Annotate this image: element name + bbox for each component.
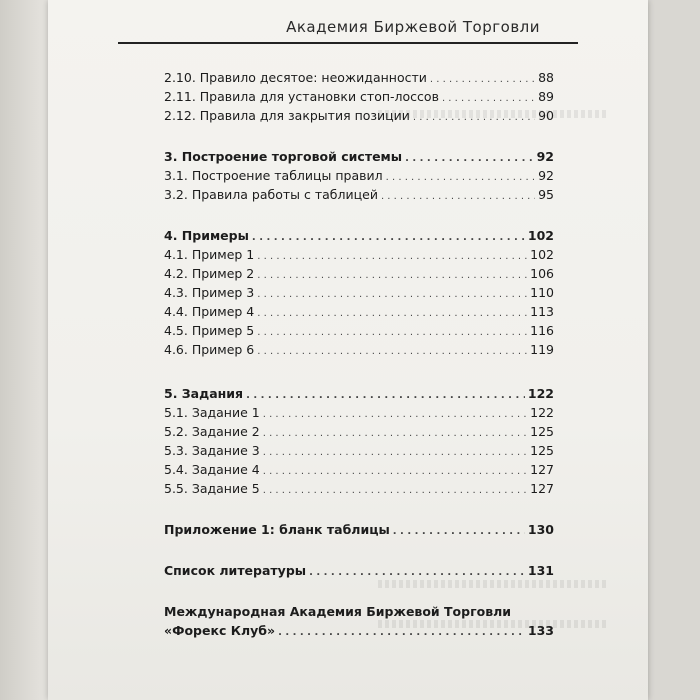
- leader-dots: [263, 460, 527, 481]
- toc-entry-page: 119: [530, 342, 554, 357]
- header-rule: [118, 42, 578, 44]
- toc-entry-page: 127: [530, 462, 554, 477]
- toc-section-heading: [164, 147, 554, 166]
- toc-entry-page: 110: [530, 285, 554, 300]
- toc-academy-page: 133: [527, 623, 554, 638]
- leader-dots: [263, 403, 527, 424]
- toc-entry: [164, 283, 554, 302]
- toc-entry-page: 116: [530, 323, 554, 338]
- toc-entry: [164, 185, 554, 204]
- toc-section-page: 92: [536, 149, 554, 164]
- toc-entry-page: 106: [530, 266, 554, 281]
- toc-entry-title: 3.2. Правила работы с таблицей: [164, 187, 378, 202]
- leader-dots: [257, 340, 527, 361]
- toc-appendix: [164, 520, 554, 539]
- toc-entry: [164, 166, 554, 185]
- leader-dots: [386, 166, 535, 187]
- leader-dots: [257, 264, 527, 285]
- toc-entry-title: 4.2. Пример 2: [164, 266, 255, 281]
- toc-entry-title: 5.1. Задание 1: [164, 405, 260, 420]
- toc-entry: [164, 106, 554, 125]
- toc-entry-page: 122: [530, 405, 554, 420]
- toc-entry-page: 88: [538, 70, 554, 85]
- toc-entry: [164, 87, 554, 106]
- toc-section-heading: [164, 384, 554, 403]
- toc-section-heading: [164, 226, 554, 245]
- toc-entry-title: 5.5. Задание 5: [164, 481, 260, 496]
- toc-entry: [164, 321, 554, 340]
- toc-section-title: 3. Построение торговой системы: [164, 149, 403, 164]
- toc-academy-title: Международная Академия Биржевой Торговли: [164, 604, 512, 619]
- toc-entry-page: 92: [538, 168, 554, 183]
- leader-dots: [257, 321, 527, 342]
- toc-entry-title: 4.1. Пример 1: [164, 247, 255, 262]
- toc-entry: [164, 264, 554, 283]
- table-of-contents: [164, 68, 554, 640]
- leader-dots: [257, 283, 527, 304]
- toc-literature: [164, 561, 554, 580]
- toc-entry: [164, 403, 554, 422]
- leader-dots: [263, 441, 527, 462]
- toc-entry-page: 127: [530, 481, 554, 496]
- toc-academy-line1: [164, 602, 554, 621]
- leader-dots: [257, 245, 527, 266]
- leader-dots: [257, 302, 527, 323]
- toc-entry-page: 125: [530, 424, 554, 439]
- leader-dots: [430, 68, 535, 89]
- toc-academy-subtitle: «Форекс Клуб»: [164, 623, 276, 638]
- toc-section-page: 122: [527, 386, 554, 401]
- toc-entry-title: 3.1. Построение таблицы правил: [164, 168, 383, 183]
- leader-dots: [246, 384, 525, 405]
- toc-section-page: 102: [527, 228, 554, 243]
- toc-entry-title: 4.6. Пример 6: [164, 342, 255, 357]
- toc-appendix-page: 130: [527, 522, 554, 537]
- toc-entry: [164, 441, 554, 460]
- toc-academy-line2: [164, 621, 554, 640]
- leader-dots: [263, 422, 527, 443]
- toc-entry-page: 113: [530, 304, 554, 319]
- leader-dots: [442, 87, 535, 108]
- toc-entry: [164, 422, 554, 441]
- running-header: Академия Биржевой Торговли: [286, 18, 540, 36]
- toc-entry-title: 4.5. Пример 5: [164, 323, 255, 338]
- book-gutter: [0, 0, 48, 700]
- leader-dots: [381, 185, 535, 206]
- toc-entry: [164, 479, 554, 498]
- toc-entry-title: 5.4. Задание 4: [164, 462, 260, 477]
- leader-dots: [278, 621, 525, 642]
- toc-entry-page: 102: [530, 247, 554, 262]
- toc-entry-page: 90: [538, 108, 554, 123]
- toc-entry-page: 95: [538, 187, 554, 202]
- leader-dots: [252, 226, 525, 247]
- toc-entry-title: 2.12. Правила для закрытия позиции: [164, 108, 410, 123]
- toc-entry-title: 4.4. Пример 4: [164, 304, 255, 319]
- toc-entry-title: 2.10. Правило десятое: неожиданности: [164, 70, 427, 85]
- toc-entry: [164, 340, 554, 359]
- toc-entry-title: 5.2. Задание 2: [164, 424, 260, 439]
- toc-section-title: 5. Задания: [164, 386, 244, 401]
- toc-entry-title: 4.3. Пример 3: [164, 285, 255, 300]
- toc-literature-title: Список литературы: [164, 563, 307, 578]
- toc-section-title: 4. Примеры: [164, 228, 249, 243]
- toc-entry-title: 5.3. Задание 3: [164, 443, 260, 458]
- leader-dots: [405, 147, 534, 168]
- toc-entry: [164, 460, 554, 479]
- toc-entry: [164, 245, 554, 264]
- leader-dots: [393, 520, 525, 541]
- leader-dots: [309, 561, 525, 582]
- toc-entry-page: 125: [530, 443, 554, 458]
- toc-literature-page: 131: [527, 563, 554, 578]
- toc-entry: [164, 302, 554, 321]
- toc-appendix-title: Приложение 1: бланк таблицы: [164, 522, 390, 537]
- leader-dots: [263, 479, 527, 500]
- toc-entry-title: 2.11. Правила для установки стоп-лоссов: [164, 89, 439, 104]
- leader-dots: [413, 106, 535, 127]
- toc-entry: [164, 68, 554, 87]
- toc-entry-page: 89: [538, 89, 554, 104]
